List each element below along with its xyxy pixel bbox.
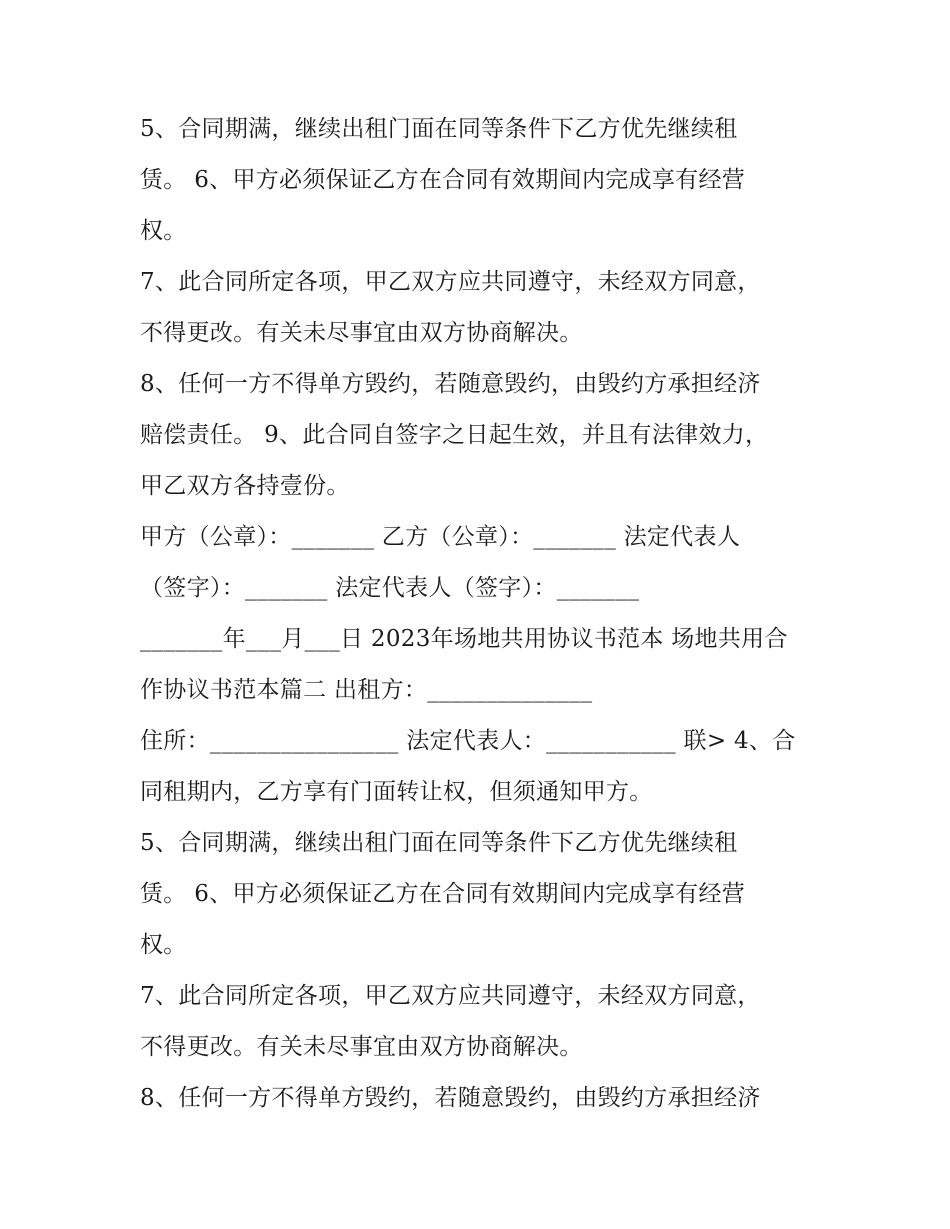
text-line: 同租期内，乙方享有门面转让权，但须通知甲方。 [140,779,653,805]
text-line: 7、此合同所定各项，甲乙双方应共同遵守，未经双方同意， [140,269,761,295]
date-title-line: _______年___月___日 2023年场地共用协议书范本 场地共用合 [140,626,788,652]
document-body [140,104,820,1124]
text-line: 赁。 6、甲方必须保证乙方在合同有效期间内完成享有经营 [140,167,746,193]
text-line: 8、任何一方不得单方毁约，若随意毁约，由毁约方承担经济 [140,1085,761,1111]
text-line: 作协议书范本篇二 出租方：______________ [140,677,593,703]
text-line: 5、合同期满，继续出租门面在同等条件下乙方优先继续租 [140,116,738,142]
text-line: 权。 [140,218,187,244]
text-line: 8、任何一方不得单方毁约，若随意毁约，由毁约方承担经济 [140,371,761,397]
signature-line: 甲方（公章）：_______ 乙方（公章）：_______ 法定代表人 [140,524,741,550]
text-line: 5、合同期满，继续出租门面在同等条件下乙方优先继续租 [140,830,738,856]
text-line: 住所：________________ 法定代表人：___________ 联> 4、合 [140,728,796,754]
text-line: 权。 [140,932,187,958]
text-line: 甲乙双方各持壹份。 [140,473,350,499]
text-line: 不得更改。有关未尽事宜由双方协商解决。 [140,320,583,346]
text-line: 赔偿责任。 9、此合同自签字之日起生效，并且有法律效力， [140,422,769,448]
text-line: 不得更改。有关未尽事宜由双方协商解决。 [140,1034,583,1060]
text-line: 7、此合同所定各项，甲乙双方应共同遵守，未经双方同意， [140,983,761,1009]
text-line: 赁。 6、甲方必须保证乙方在合同有效期间内完成享有经营 [140,881,746,907]
signature-line: （签字）：_______ 法定代表人（签字）：_______ [140,575,640,601]
